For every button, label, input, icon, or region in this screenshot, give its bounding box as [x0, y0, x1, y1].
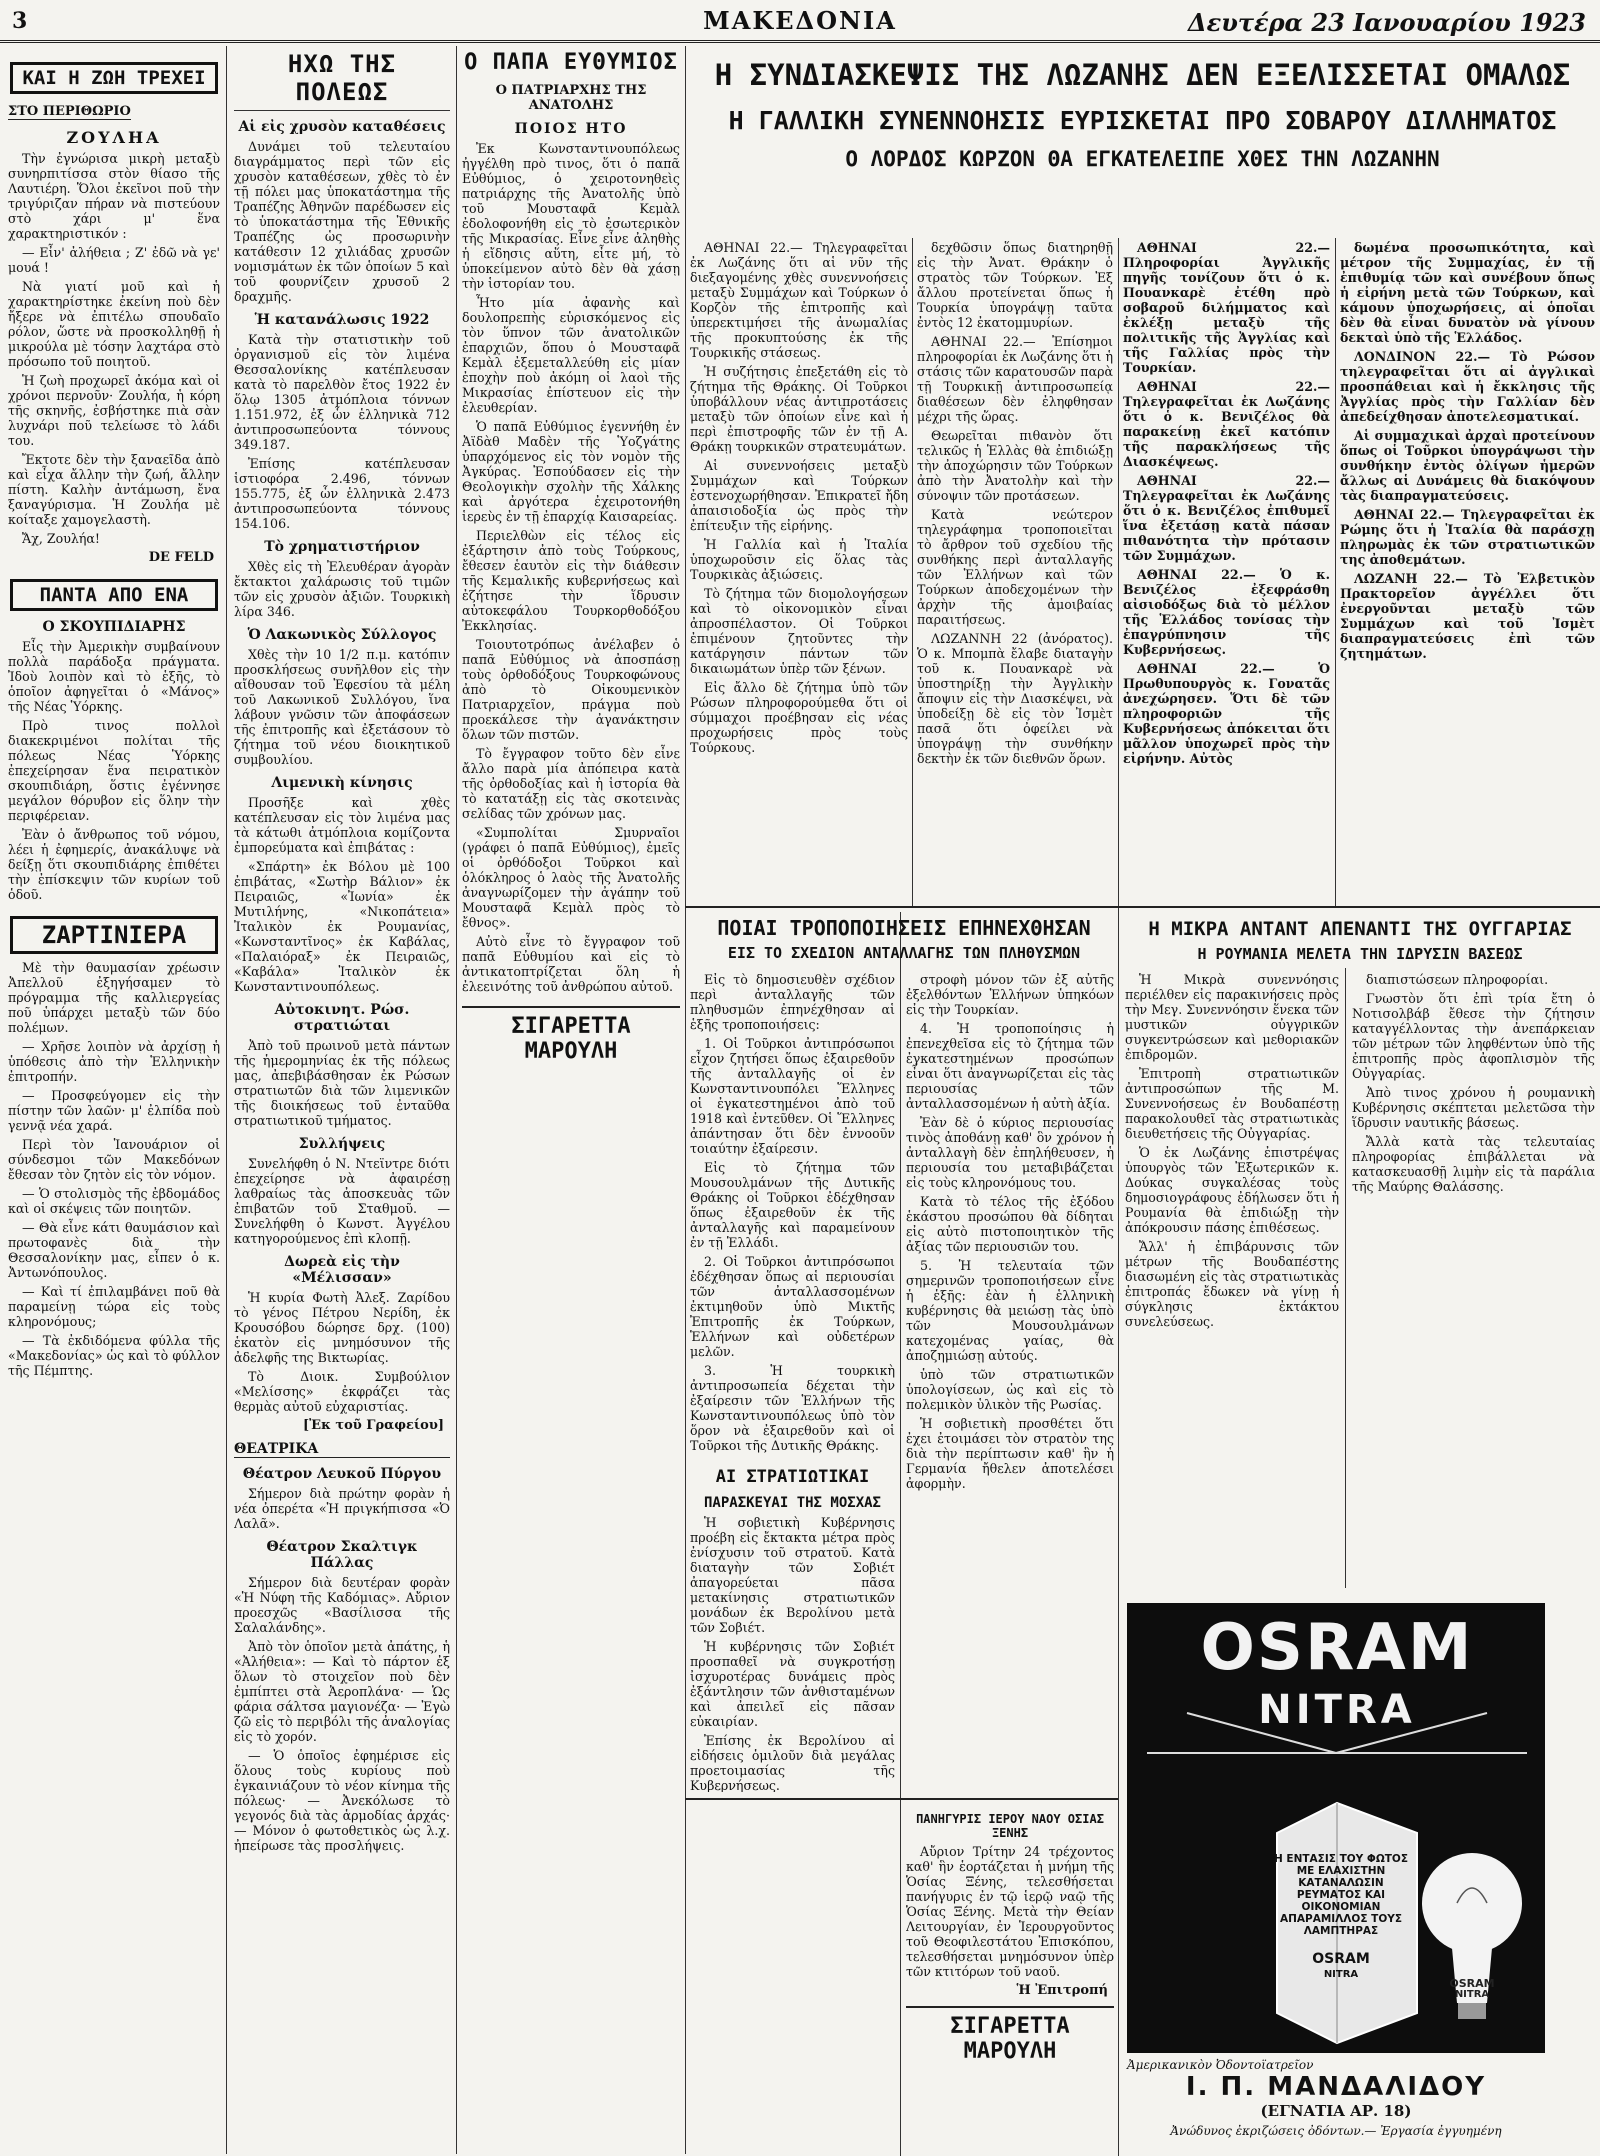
dentist-advertisement	[1127, 2058, 1545, 2156]
column-rule	[900, 912, 901, 2156]
column-rule	[685, 46, 686, 2154]
echo-title: ΗΧΩ ΤΗΣ ΠΟΛΕΩΣ	[234, 50, 450, 111]
osram-bulb-product: NITRA	[1454, 1989, 1490, 2000]
article-paragraph: ΑΘΗΝΑΙ 22.— Ὁ κ. Βενιζέλος ἐξεφράσθη αἰσιοδόξως διὰ τὸ μέλλον τῆς Ἑλλάδος τονίσας τὴν ἐπαγρύπνησιν τῆς Κυβερνήσεως.	[1123, 567, 1330, 657]
article-paragraph: — Προσφεύγομεν εἰς τὴν πίστην τῶν λαῶν· μ' ἐλπίδα ποὺ γεννᾷ νέα χαρά.	[8, 1088, 220, 1133]
article-paragraph: Ἐπιτροπὴ στρατιωτικῶν ἀντιπροσώπων τῆς Μ. Συνεννοήσεως ἐν Βουδαπέστῃ παρακολουθεῖ τὰς στρατιωτικὰς διευθετήσεις τῆς Οὐγγαρίας.	[1125, 1066, 1339, 1141]
article-paragraph: Σήμερον διὰ δευτέραν φορὰν «Ἡ Νύφη τῆς Καδόμιας». Αὔριον προεσχῶς «Βασίλισσα τῆς Σαλαλάνδης».	[234, 1575, 450, 1635]
article-paragraph: Κατὰ τὸ τέλος τῆς ἐξόδου ἑκάστου προσώπου θὰ δίδηται εἰς αὐτὸ πιστοποιητικὸν τῆς ἀξίας τῶν περιουσιῶν του.	[906, 1194, 1114, 1254]
stratiotikai-subtitle: ΠΑΡΑΣΚΕΥΑΙ ΤΗΣ ΜΟΣΧΑΣ	[703, 1495, 881, 1511]
signature: DE FELD	[148, 550, 214, 565]
skoupidiaris-subtitle: Ο ΣΚΟΥΠΙΔΙΑΡΗΣ	[42, 619, 186, 635]
article-paragraph: Προσῆξε καὶ χθὲς κατέπλευσαν εἰς τὸν λιμένα μας τὰ κάτωθι ἀτμόπλοια κομίζοντα ἐμπορεύματα καὶ ἐπιβάτας :	[234, 795, 450, 855]
article-paragraph: Θεωρεῖται πιθανὸν ὅτι τελικῶς ἡ Ἑλλὰς θὰ ἐπιδιώξῃ τὴν ἀποχώρησιν τῶν Τούρκων ἀπὸ τὴν Ἀνατολὴν καὶ τὴν σύνοψιν τῶν προτάσεων.	[917, 428, 1113, 503]
panigyris-title: ΠΑΝΗΓΥΡΙΣ ΙΕΡΟΥ ΝΑΟΥ ΟΣΙΑΣ ΞΕΝΗΣ	[916, 1812, 1104, 1840]
article-paragraph: ΛΩΖΑΝΗ 22.— Τὸ Ἑλβετικὸν Πρακτορεῖον ἀγγέλλει ὅτι ἐνεργοῦνται μεταξὺ τῶν Συμμάχων καὶ τοῦ Ἰσμὲτ διαπραγματεύσεις ἐπὶ τῶν ζητημάτων.	[1340, 571, 1595, 661]
article-paragraph: ΑΘΗΝΑΙ 22.— Ἐπίσημοι πληροφορίαι ἐκ Λωζάνης ὅτι ἡ στάσις τῶν καρατουσῶν παρὰ τῇ Τουρκικῇ ἀντιπροσωπείᾳ διαθέσεων δὲν ἐληφθησαν μέχρι τῆς ὥρας.	[917, 334, 1113, 424]
article-paragraph: Αὐτὸ εἶνε τὸ ἔγγραφον τοῦ παπᾶ Εὐθυμίου καὶ εἰς τὸ ἀντικατοπτρίζεται ὅλη ἡ ἐλεεινότης τοῦ ἀνθρώπου αὐτοῦ.	[462, 934, 680, 994]
osram-advertisement	[1127, 1603, 1545, 2053]
signature: [Ἐκ τοῦ Γραφείου]	[303, 1418, 444, 1433]
article-paragraph: Εἰς τὸ ζήτημα τῶν Μουσουλμάνων τῆς Δυτικῆς Θράκης οἱ Τοῦρκοι ἐδέχθησαν ὅπως ἐξαιρεθοῦν ἐκ τῆς ἀνταλλαγῆς καὶ παραμείνουν ἐν τῇ Ἑλλάδι.	[690, 1160, 895, 1250]
section-heading: Λιμενικὴ κίνησις	[271, 775, 413, 791]
article-paragraph: — Θὰ εἶνε κάτι θαυμάσιον καὶ πρωτοφανὲς διὰ τὴν Θεσσαλονίκην μας, εἶπεν ὁ κ. Ἀντωνόπουλος.	[8, 1220, 220, 1280]
section-rule	[685, 906, 1600, 908]
article-paragraph: Ἐπίσης κατέπλευσαν ἱστιοφόρα 2.496, τόννων 155.775, ἐξ ὧν ἑλληνικὰ 2.473 ἀντιπροσωπεύοντα τόννους 154.106.	[234, 456, 450, 531]
section-heading: Θέατρον Σκαλτιγκ Πάλλας	[266, 1539, 418, 1571]
article-paragraph: Ἡ σοβιετικὴ Κυβέρνησις προέβη εἰς ἔκτακτα μέτρα πρὸς ἐνίσχυσιν τοῦ στρατοῦ. Κατὰ διαταγὴν τῶν Σοβιέτ ἀπαγορεύεται πᾶσα μετακίνησις στρατιωτικῶν μονάδων ἐκ Βερολίνου μετὰ τῶν Σοβιέτ.	[690, 1515, 895, 1635]
signature: Ἡ Ἐπιτροπή	[1016, 1983, 1108, 1998]
column-left	[8, 46, 220, 2146]
section-heading: Θέατρον Λευκοῦ Πύργου	[242, 1466, 442, 1482]
section-heading: Τὸ χρηματιστήριον	[264, 539, 420, 555]
peritheorio-kicker: ΣΤΟ ΠΕΡΙΘΩΡΙΟ	[8, 104, 131, 119]
article-paragraph: Κατὰ τὴν στατιστικὴν τοῦ ὀργανισμοῦ εἰς τὸν λιμένα Θεσσαλονίκης κατέπλευσαν κατὰ τὸ παρελθὸν ἔτος 1922 ἐν ὅλῳ 1305 ἀτμόπλοια τόννων 1.151.972, ἐξ ὧν ἑλληνικὰ 712 ἀντιπροσωπεύοντα τόννους 349.187.	[234, 332, 450, 452]
article-paragraph: Τὸ ἔγγραφον τοῦτο δὲν εἶνε ἄλλο παρὰ μία ἀπόπειρα κατὰ τῆς ὀρθοδοξίας καὶ ἡ ἱστορία θὰ τὸ κατατάξῃ εἰς τὰς σκοτεινὰς σελίδας τῶν χρόνων μας.	[462, 746, 680, 821]
zoi-trexei-title: ΚΑΙ Η ΖΩΗ ΤΡΕΧΕΙ	[10, 62, 218, 94]
cigarette-ad: ΣΙΓΑΡΕΤΤΑ ΜΑΡΟΥΛΗ	[462, 1006, 680, 1064]
article-paragraph: Εἰς τὸ δημοσιευθὲν σχέδιον περὶ ἀνταλλαγῆς τῶν πληθυσμῶν ἐπηνέχθησαν αἱ ἑξῆς τροποποιήσεις:	[690, 972, 895, 1032]
article-paragraph: Νὰ γιατί μοῦ καὶ ἡ χαρακτηρίστηκε ἐκείνη ποὺ δὲν ἤξερε νὰ ἐπιτέλω σπουδαῖο ρόλον, ὥστε νὰ προσκολληθῇ ἡ μικρούλα μὲ τόσην λαχτάρα στὸ πρόσωπο τοῦ ποιητοῦ.	[8, 279, 220, 369]
article-paragraph: Ἐὰν ὁ ἄνθρωπος τοῦ νόμου, λέει ἡ ἐφημερίς, ἀνακάλυψε νὰ δείξῃ ὅτι σκουπιδιάρης ἐπιθέτει τὴν ἐπίσκεψιν τῶν κυρίων τοῦ ὁδοῦ.	[8, 827, 220, 902]
newspaper-name: ΜΑΚΕΔΟΝΙΑ	[703, 6, 897, 35]
osram-bulb-brand: OSRAM	[1449, 1977, 1495, 1990]
dentist-address: (ΕΓΝΑΤΙΑ ΑΡ. 18)	[1260, 2102, 1412, 2120]
lead-col-2	[917, 240, 1113, 902]
masthead	[0, 0, 1600, 43]
tropo-col-1	[690, 972, 895, 1792]
article-paragraph: 3. Ἡ τουρκικὴ ἀντιπροσωπεία δέχεται τὴν ἐξαίρεσιν τῶν Ἑλλήνων τῆς Κωνσταντινουπόλεως ὑπὸ τὸν ὅρον νὰ ἐξαιρεθοῦν καὶ οἱ Τοῦρκοι τῆς Δυτικῆς Θράκης.	[690, 1363, 895, 1453]
tropopoiiseis-subtitle: ΕΙΣ ΤΟ ΣΧΕΔΙΟΝ ΑΝΤΑΛΛΑΓΗΣ ΤΩΝ ΠΛΗΘΥΣΜΩΝ	[727, 944, 1081, 962]
section-heading: Συλλήψεις	[298, 1136, 386, 1152]
article-paragraph: Ἐπίσης ἐκ Βερολίνου αἱ εἰδήσεις ὁμιλοῦν διὰ μεγάλας προετοιμασίας τῆς Κυβερνήσεως.	[690, 1733, 895, 1792]
article-paragraph: 5. Ἡ τελευταία τῶν σημερινῶν τροποποιήσεων εἶνε ἡ ἑξῆς: ἐὰν ἡ ἑλληνικὴ κυβέρνησις θὰ μειώσῃ τὰς ὑπὸ τῶν Μουσουλμάνων κατεχομένας γαίας, θὰ ἀποζημιώσῃ αὐτούς.	[906, 1258, 1114, 1363]
section-heading: Δωρεὰ εἰς τὴν «Μέλισσαν»	[284, 1254, 400, 1286]
column-rule	[456, 46, 457, 2154]
section-heading: Ὁ Λακωνικὸς Σύλλογος	[247, 627, 437, 643]
column-rule	[1345, 968, 1346, 1588]
article-paragraph: ΑΘΗΝΑΙ 22.— Ὁ Πρωθυπουργὸς κ. Γονατᾶς ἀνεχώρησεν. Ὅτι δὲ τῶν πληροφοριῶν τῆς Κυβερνήσεως ἀπόκειται ὅτι μᾶλλον ὑποχωρεῖ πρὸς τὴν εἰρήνην. Αὐτὸς	[1123, 661, 1330, 766]
article-paragraph: Ἐὰν δὲ ὁ κύριος περιουσίας τινὸς ἀποθάνῃ καθ' ὃν χρόνον ἡ ἀνταλλαγὴ δὲν ἐπηλήθευσεν, ἡ περιουσία του μεταβιβάζεται εἰς τοὺς κληρονόμους του.	[906, 1115, 1114, 1190]
article-paragraph: Περιελθὼν εἰς τέλος εἰς ἐξάρτησιν ἀπὸ τοὺς Τούρκους, ἔθεσεν ἑαυτὸν εἰς τὴν διάθεσιν τῆς Κεμαλικῆς κυβερνήσεως καὶ ἐζήτησε τὴν ἵδρυσιν αὐτοκεφάλου Τουρκορθοδόξου Ἐκκλησίας.	[462, 528, 680, 633]
article-paragraph: — Ὁ στολισμὸς τῆς ἐβδομάδος καὶ οἱ σκέψεις τῶν ποιητῶν.	[8, 1186, 220, 1216]
dentist-tagline: Ἀνώδυνος ἐκριζώσεις ὀδόντων.— Ἐργασία ἐγγυημένη	[1170, 2124, 1502, 2138]
article-paragraph: δεχθῶσιν ὅπως διατηρηθῇ εἰς τὴν Ἀνατ. Θράκην ὁ στρατὸς τῶν Τούρκων. Ἐξ ἄλλου προτείνεται ὅπως ἡ Τουρκία ὑπογράψῃ ταῦτα ἐντὸς 12 ἐκατομμυρίων.	[917, 240, 1113, 330]
article-paragraph: Περὶ τὸν Ἰανουάριον οἱ σύνδεσμοι τῶν Μακεδόνων ἔθεσαν τὸν ζητὸν εἰς τὸν νόμον.	[8, 1137, 220, 1182]
article-paragraph: δωμένα προσωπικότητα, καὶ μέτρον τῆς Συμμαχίας, ἐν τῇ ἐπιθυμίᾳ τῶν καὶ συνέβουν ὅπως ἡ εἰρήνη μετὰ τῶν Τούρκων, καὶ κάμουν ὑποχωρήσεις, αἱ ὁποῖαι δὲν θὰ εἶναι δυνατὸν νὰ γίνουν δεκταὶ ὑπὸ τῆς Ἑλλάδος.	[1340, 240, 1595, 345]
column-rule	[226, 46, 227, 2154]
article-paragraph: «Συμπολίται Σμυρναῖοι (γράφει ὁ παπᾶ Εὐθύμιος), ἐμεῖς οἱ ὀρθόδοξοι Τοῦρκοι καὶ ὁλόκληρος ὁ λαὸς τῆς Ἀνατολῆς ἀναγνωρίζομεν τὴν ἀγάπην τοῦ Μουσταφᾶ Κεμὰλ πρὸς τὸ ἔθνος».	[462, 825, 680, 930]
article-paragraph: Ἄλλ' ἡ ἐπιβάρυνσις τῶν μέτρων τῆς Βουδαπέστης διασωμένη εἰς τὰς στρατιωτικὰς ἐπιτροπάς ἔδωκεν νὰ γίνῃ ἡ σύγκλησις ἐκτάκτου συνελεύσεως.	[1125, 1239, 1339, 1329]
dentist-line1: Ἀμερικανικὸν Ὀδοντοϊατρεῖον	[1127, 2058, 1314, 2072]
article-paragraph: Χθὲς τὴν 10 1/2 π.μ. κατόπιν προσκλήσεως συνῆλθον εἰς τὴν αἴθουσαν τοῦ Ἐφεσίου τὰ μέλη τοῦ Λακωνικοῦ Συλλόγου, ἵνα λάβουν γνῶσιν τῶν ἀποφάσεων τῆς ἐπιτροπῆς καὶ ἐξετάσουν τὸ ζήτημα τοῦ νέου διοικητικοῦ συμβουλίου.	[234, 647, 450, 767]
article-paragraph: Ἄλλὰ κατὰ τὰς τελευταίας πληροφορίας ἐπιβάλλεται νὰ κατασκευασθῇ λιμὴν εἰς τὰ παράλια τῆς Μαύρης Θαλάσσης.	[1352, 1134, 1595, 1194]
osram-box-brand: OSRAM	[1312, 1951, 1370, 1967]
tropopoiiseis-headlines	[690, 912, 1118, 972]
article-paragraph: Ἡ Μικρὰ συνεννόησις περιέλθεν εἰς παρακινήσεις πρὸς τὴν Μεγ. Συνεννόησιν ἕνεκα τῶν μυστικῶν οὐγγρικῶν συγκεντρώσεων καὶ μεθοριακῶν ἐπιδρομῶν.	[1125, 972, 1339, 1062]
article-paragraph: ΑΘΗΝΑΙ 22.— Πληροφορίαι Ἀγγλικῆς πηγῆς τονίζουν ὅτι ὁ κ. Πουανκαρὲ ἐτέθη πρὸ σοβαροῦ διλήμματος καὶ ἐκλέξῃ μεταξὺ τῆς πολιτικῆς τῆς Ἀγγλίας καὶ τῆς Γαλλίας πρὸς τὴν Τουρκίαν.	[1123, 240, 1330, 375]
article-paragraph: 4. Ἡ τροποποίησις ἡ ἐπενεχθεῖσα εἰς τὸ ζήτημα τῶν ἐγκατεστημένων προσώπων εἶναι ὅτι ἀναγνωρίζεται εἰς τὰς περιουσίας τῶν ἀνταλλασσομένων ἡ αὐτὴ ἀξία.	[906, 1021, 1114, 1111]
article-paragraph: Τὸ Διοικ. Συμβούλιον «Μελίσσης» ἐκφράζει τὰς θερμὰς αὐτοῦ εὐχαριστίας.	[234, 1369, 450, 1414]
panigyris-block	[906, 1804, 1114, 2154]
article-paragraph: Κατὰ νεώτερον τηλεγράφημα τροποποιεῖται τὸ ἄρθρον τοῦ σχεδίου τῆς συνθήκης περὶ ἀνταλλαγῆς τῶν Ἑλλήνων καὶ τῶν Τούρκων ἀποδεχομένων τὴν ἀρχὴν τῆς ἀμοιβαίας παραιτήσεως.	[917, 507, 1113, 627]
article-paragraph: Ὁ παπᾶ Εὐθύμιος ἐγεννήθη ἐν Ἀϊδὰθ Μαδὲν τῆς Ὑοζγάτης ὑπαρχόμενος εἰς τὸν νομὸν τῆς Ἀγκύρας. Ἐσπούδασεν εἰς τὴν Θεολογικὴν σχολὴν τῆς Χάλκης καὶ ἀργότερα ἐχειροτονήθη ἱερεὺς ἐν τῇ ἐπαρχίᾳ Καισαρείας.	[462, 419, 680, 524]
article-paragraph: στροφὴ μόνον τῶν ἐξ αὐτῆς ἐξελθόντων Ἑλλήνων ὑπηκόων εἰς τὴν Τουρκίαν.	[906, 972, 1114, 1017]
mikra-antant-subtitle: Η ΡΟΥΜΑΝΙΑ ΜΕΛΕΤΑ ΤΗΝ ΙΔΡΥΣΙΝ ΒΑΣΕΩΣ	[1197, 945, 1523, 963]
lead-headlines	[690, 46, 1595, 236]
article-paragraph: Δυνάμει τοῦ τελευταίου διαγράμματος περὶ τῶν εἰς χρυσὸν καταθέσεων, χθὲς τὸ ἐν τῇ πόλει μας ὑποκατάστημα τῆς Τραπέζης Ἀθηνῶν παρέδωσεν εἰς τὸ ὑποκατάστημα τῆς Ἐθνικῆς Τραπέζης ὡς προσωρινὴν κατάθεσιν 12 χιλιάδας χρυσῶν νομισμάτων ἐκ τῶν ὁποίων 5 καὶ τοῦ φουρνίζειν χρυσοῦ 2 δραχμῆς.	[234, 139, 450, 304]
article-paragraph: ΛΩΖΑΝΝΗ 22 (ἀνόρατος). Ὁ κ. Μπομπὰ ἔλαβε διαταγὴν τοῦ κ. Πουανκαρὲ νὰ ὑποστηρίξῃ τὴν Ἀγγλικὴν ἄποψιν εἰς τὴν Διασκέψει, νὰ ὑποδείξῃ δὲ εἰς τὸν Ἰσμὲτ πασᾶ ὅτι ὀφείλει νὰ ὑπογράψῃ τὴν συνθήκην δεκτὴν ἐκ τῶν διεθνῶν ὅρων.	[917, 631, 1113, 766]
tropo-col-2	[906, 972, 1114, 1792]
article-paragraph: Μὲ τὴν θαυμασίαν χρέωσιν Ἀπελλοῦ ἐξηγήσαμεν τὸ πρόγραμμα τῆς καλλιεργείας ποῦ ὑπάρχει μεταξὺ τῶν δύο πολέμων.	[8, 960, 220, 1035]
article-paragraph: διαπιστώσεων πληροφορίαι.	[1366, 972, 1549, 987]
mikra-antant-title: Η ΜΙΚΡΑ ΑΝΤΑΝΤ ΑΠΕΝΑΝΤΙ ΤΗΣ ΟΥΓΓΑΡΙΑΣ	[1148, 918, 1572, 940]
article-paragraph: ΛΟΝΔΙΝΟΝ 22.— Τὸ Ρώσον τηλεγραφεῖται ὅτι αἱ ἀγγλικαὶ προσπάθειαι καὶ ἡ ἔκκλησις τῆς Ἀγγλίας πρὸς τὴν Γαλλίαν δὲν ἀπεδείχθησαν ἀποτελεσματικαί.	[1340, 349, 1595, 424]
column-rule	[1335, 238, 1336, 906]
article-paragraph: ΑΘΗΝΑΙ 22.— Τηλεγραφεῖται ἐκ Λωζάνης ὅτι αἱ νῦν τῆς διεξαγομένης χθὲς συνεννοήσεις μεταξὺ Συμμάχων καὶ Τούρκων ὁ Κορζὸν τῆς ἐπιτροπῆς καὶ ὑπερεκτιμήσει τῆς ἀνωμαλίας τῆς προκυπτούσης ἐκ τῆς Τουρκικῆς στάσεως.	[690, 240, 908, 360]
article-paragraph: 1. Οἱ Τοῦρκοι ἀντιπρόσωποι εἶχον ζητήσει ὅπως ἐξαιρεθοῦν τῆς ἀνταλλαγῆς οἱ ἐν Κωνσταντινουπόλει Ἕλληνες οἱ ἐγκατεστημένοι ἀπὸ τοῦ 1918 καὶ ἐντεῦθεν. Οἱ Ἕλληνες ἀπάντησαν ὅτι δὲν ἐννοοῦν τοιαύτην ἐξαίρεσιν.	[690, 1036, 895, 1156]
issue-date: Δευτέρα 23 Ιανουαρίου 1923	[1187, 8, 1586, 37]
article-paragraph: Ἡ συζήτησις ἐπεξετάθη εἰς τὸ ζήτημα τῆς Θράκης. Οἱ Τοῦρκοι ὑποβάλλουν νέας ἀντιπροτάσεις μεταξὺ τῶν ὁποίων εἶνε καὶ ἡ περὶ ἐπιστροφῆς τῶν ἐν τῇ Α. Θράκῃ τουρκικῶν στρατευμάτων.	[690, 364, 908, 454]
article-paragraph: Τὴν ἐγνώρισα μικρὴ μεταξὺ συνηρπιτίσσα στὸν θίασο τῆς Λαυτιέρη. Ὅλοι ἐκεῖνοι ποῦ τὴν τριγύριζαν πήραν νὰ πιστεύουν στὸ χάρι μ' ἕνα χαρακτηριστικόν :	[8, 151, 220, 241]
article-paragraph: Εἰς ἄλλο δὲ ζήτημα ὑπὸ τῶν Ρώσων πληροφορούμεθα ὅτι οἱ σύμμαχοι προέβησαν εἰς νέας προχωρήσεις πρὸς τοὺς Τούρκους.	[690, 680, 908, 755]
section-heading: Αἱ εἰς χρυσὸν καταθέσεις	[238, 119, 446, 135]
column-rule	[1118, 238, 1119, 2156]
column-echo	[234, 46, 450, 2146]
article-paragraph: Ἀπὸ τινος χρόνου ἡ ρουμανικὴ Κυβέρνησις σκέπτεται μελετῶσα τὴν ἵδρυσιν ναυτικῆς βάσεως.	[1352, 1085, 1595, 1130]
article-paragraph: 2. Οἱ Τοῦρκοι ἀντιπρόσωποι ἐδέχθησαν ὅπως αἱ περιουσίαι τῶν ἀνταλλασσομένων ἐκτιμηθοῦν ὑπὸ Μικτῆς Ἐπιτροπῆς ἐκ Τούρκων, Ἑλλήνων καὶ οὐδετέρων μελῶν.	[690, 1254, 895, 1359]
column-rule	[912, 238, 913, 906]
article-paragraph: Αἱ συμμαχικαὶ ἀρχαὶ προτείνουν ὅπως οἱ Τοῦρκοι ὑπογράψωσι τὴν συνθήκην ἐντὸς ὀλίγων ἡμερῶν ἄλλως αἱ Δυνάμεις θὰ διακόψουν τὰς διαπραγματεύσεις.	[1340, 428, 1595, 503]
article-paragraph: Χθὲς εἰς τὴ Ἐλευθέραν ἀγορὰν ἔκτακτοι χαλάρωσις τοῦ τιμῶν τῶν εἰς χρυσὸν ἀξιῶν. Τουρκικὴ λίρα 346.	[234, 559, 450, 619]
panta-apo-ena-title: ΠΑΝΤΑ ΑΠΟ ΕΝΑ	[10, 579, 218, 611]
lead-col-4	[1340, 240, 1595, 902]
article-paragraph: Αἱ συνεννοήσεις μεταξὺ Συμμάχων καὶ Τούρκων ἐστενοχωρήθησαν. Ἐπικρατεῖ ἤδη ἀπαισιοδοξία ὡς πρὸς τὴν ἐπίτευξιν τῆς εἰρήνης.	[690, 458, 908, 533]
theatrika-heading: ΘΕΑΤΡΙΚΑ	[234, 1441, 450, 1458]
lead-headline: Η ΣΥΝΔΙΑΣΚΕΨΙΣ ΤΗΣ ΛΩΖΑΝΗΣ ΔΕΝ ΕΞΕΛΙΣΣΕΤΑΙ ΟΜΑΛΩΣ	[714, 58, 1571, 92]
article-paragraph: Σήμερον διὰ πρώτην φορὰν ἡ νέα ὀπερέτα «Ἡ πριγκήπισσα «Ὀ Λαλᾶ».	[234, 1486, 450, 1531]
article-paragraph: Αὔριον Τρίτην 24 τρέχοντος καθ' ἣν ἑορτάζεται ἡ μνήμη τῆς Ὁσίας Ξένης, τελεσθήσεται πανήγυρις ἐν τῷ ἱερῷ ναῷ τῆς Ὁσίας Ξένης. Μετὰ τὴν Θείαν Λειτουργίαν, ἐν Ἱερουργοῦντος τοῦ Θεοφιλεστάτου Ἐπισκόπου, τελεσθήσεται μνημόσυνον ὑπὲρ τῶν κτιτόρων τοῦ ναοῦ.	[906, 1844, 1114, 1979]
article-paragraph: ὑπὸ τῶν στρατιωτικῶν ὑπολογίσεων, ὡς καὶ εἰς τὸ πολεμικὸν ὑλικὸν τῆς Ρωσίας.	[906, 1367, 1114, 1412]
page-number: 3	[12, 8, 28, 34]
article-paragraph: ΑΘΗΝΑΙ 22.— Τηλεγραφεῖται ἐκ Λωζάνης ὅτι ὁ κ. Βενιζέλος θὰ παρακείνῃ ἐκεῖ κατόπιν τῆς παρακλήσεως τῆς Διασκέψεως.	[1123, 379, 1330, 469]
stratiotikai-title: ΑΙ ΣΤΡΑΤΙΩΤΙΚΑΙ	[715, 1467, 870, 1487]
article-paragraph: ΑΘΗΝΑΙ 22.— Τηλεγραφεῖται ἐκ Ρώμης ὅτι ἡ Ἰταλία θὰ παράσχῃ πληρωμὰς ἐκ τῶν στρατιωτικῶν της ἀποθεμάτων.	[1340, 507, 1595, 567]
osram-box-product: NITRA	[1323, 1969, 1359, 1980]
papa-efthymios-title: Ο ΠΑΠΑ ΕΥΘΥΜΙΟΣ	[464, 50, 678, 75]
lead-col-3	[1123, 240, 1330, 902]
poios-hto-subtitle: ΠΟΙΟΣ ΗΤΟ	[514, 121, 628, 137]
article-paragraph: — Εἶν' ἀλήθεια ; Ζ' ἐδῶ νὰ γε' μουά !	[8, 245, 220, 275]
article-paragraph: — Καὶ τί ἐπιλαμβάνει ποῦ θὰ παραμείνῃ τώρα εἰς τοὺς κληρονόμους;	[8, 1284, 220, 1329]
osram-blurb: Η ΕΝΤΑΣΙΣ ΤΟΥ ΦΩΤΟΣ ΜΕ ΕΛΑΧΙΣΤΗΝ ΚΑΤΑΝΑΛΩΣΙΝ ΡΕΥΜΑΤΟΣ ΚΑΙ ΟΙΚΟΝΟΜΙΑΝ ΑΠΑΡΑΜΙΛΛΟΣ ΤΟΥΣ ΛΑΜΠΤΗΡΑΣ	[1273, 1853, 1409, 1937]
sun-rays-icon	[1147, 1713, 1527, 1753]
mikra-antant-headlines	[1125, 912, 1595, 972]
article-paragraph: Ἀπὸ τὸν ὁποῖον μετὰ ἀπάτης, ἡ «Ἀλήθεια»: — Καὶ τὸ πάρτον ἐξ ὅλων τὸ στοιχεῖον ποὺ δὲν ἐμπίπτει στὰ Ἀεροπλάνα· — Ὡς φάρια σάλτσα μαγιονέζα· — Ἐγὼ ζῶ εἰς τὸ περιβόλι τῆς ἀναλογίας εἰς τὸ χορόν.	[234, 1639, 450, 1744]
article-paragraph: Ἡ Γαλλία καὶ ἡ Ἰταλία ὑποχωροῦσιν εἰς ὅλας τὰς Τουρκικὰς ἀξιώσεις.	[690, 537, 908, 582]
section-rule	[685, 1798, 1118, 1800]
article-paragraph: Πρὸ τινος πολλοὶ διακεκριμένοι πολίται τῆς πόλεως Νέας Ὑόρκης ἐπεχείρησαν ἕνα πειρατικὸν σκουπιδιάρη, ὅστις ἐγέννησε μεγάλον θόρυβον εἰς ὅλην τὴν περιφέρειαν.	[8, 718, 220, 823]
zoulia-subtitle: ΖΟΥΛΗΑ	[66, 128, 162, 147]
article-paragraph: — Χρῆσε λοιπὸν νὰ ἀρχίσῃ ἡ ὑπόθεσις ἀπὸ τὴν Ἑλληνικὴν ἐπιτροπήν.	[8, 1039, 220, 1084]
lead-col-1	[690, 240, 908, 902]
article-paragraph: Ἀπὸ τοῦ πρωινοῦ μετὰ πάντων τῆς ἡμερομηνίας ἐκ τῆς πόλεως μας, ἀπεβιβάσθησαν ἐκ Ρώσων στρατιωτῶν διὰ τῶν λιμενικῶν τῆς διοικήσεως τοῦ ἐνταῦθα στρατιωτικοῦ τμήματος.	[234, 1038, 450, 1128]
article-paragraph: Ἐκ Κωνσταντινουπόλεως ἠγγέλθη πρὸ τινος, ὅτι ὁ παπᾶ Εὐθύμιος, ὁ χειροτονηθεὶς πατριάρχης τῆς Ἀνατολῆς ὑπὸ τοῦ Μουσταφᾶ Κεμὰλ ἐδολοφονήθη εἰς τὸ ἐσωτερικὸν τῆς Μικρασίας. Εἶνε εἶνε ἀληθὴς ἡ εἴδησις αὕτη, εἶτε μή, τὸ ὑποκείμενον αὐτὸ δὲν θὰ χάσῃ τὴν ἱστορίαν του.	[462, 141, 680, 291]
zartiniera-title: ΖΑΡΤΙΝΙΕΡΑ	[10, 916, 218, 954]
section-heading: Αὐτοκινητ. Ρώσ. στρατιώται	[274, 1002, 410, 1034]
mikra-col-2	[1352, 972, 1595, 1592]
article-paragraph: Ἄχ, Ζουλήα!	[22, 531, 100, 546]
article-paragraph: «Σπάρτη» ἐκ Βόλου μὲ 100 ἐπιβάτας, «Σωτὴρ Βάλιον» ἐκ Πειραιῶς, «Ἰωνία» ἐκ Μυτιλήνης, «Νικοπάτεια» Ἰταλικὸν ἐκ Ρουμανίας, «Κωνσταντῖνος» ἐκ Καβάλας, «Παλαιόραξ» ἐκ Πειραιῶς, «Καβάλα» Ἰταλικὸν ἐκ Κωνσταντινουπόλεως.	[234, 859, 450, 994]
patriarch-subtitle: Ο ΠΑΤΡΙΑΡΧΗΣ ΤΗΣ ΑΝΑΤΟΛΗΣ	[495, 83, 647, 113]
tropopoiiseis-title: ΠΟΙΑΙ ΤΡΟΠΟΠΟΙΗΣΕΙΣ ΕΠΗΝΕΧΘΗΣΑΝ	[717, 916, 1091, 940]
dentist-name: Ι. Π. ΜΑΝΔΑΛΙΔΟΥ	[1185, 2072, 1487, 2102]
article-paragraph: — Ὁ ὁποῖος ἐφημέρισε εἰς ὅλους τοὺς κυρίους ποὺ ἐγκαινιάζουν τὸ νέον κίνημα τῆς πόλεως· — Ἀνεκόλωσε τὸ γεγονός διὰ τὰς ἁρμοδίας ἀρχάς· — Μόνον ὁ φωτοθετικὸς ὡς λ.χ. ἠπείρωσε τὰς προσλήψεις.	[234, 1748, 450, 1853]
section-heading: Ἡ κατανάλωσις 1922	[254, 312, 430, 328]
article-paragraph: Ἔκτοτε δὲν τὴν ξαναεῖδα ἀπὸ καὶ εἶχα ἄλλην τὴν ζωή, ἄλλην πίστη. Καλὴν ἀντάμωση, ἔνα ξαναγύρισμα. Ἡ Ζουλήα μὲ κοίταξε χαμογελαστὴ.	[8, 452, 220, 527]
osram-brand: OSRAM	[1200, 1611, 1474, 1685]
article-paragraph: Ἦτο μία ἀφανὴς καὶ δουλοπρεπὴς εὑρισκόμενος εἰς τὸν ὕπνον τῶν ἀνατολικῶν ἐπαρχιῶν, ὅπου ὁ Μουσταφᾶ Κεμὰλ ἐξεμεταλλεύθη εἰς μίαν ἐποχὴν ποὺ ἀκόμη οἱ λαοὶ τῆς Μικρασίας ἐπίστευον εἰς τὴν ἐλευθερίαν.	[462, 295, 680, 415]
article-paragraph: Τοιουτοτρόπως ἀνέλαβεν ὁ παπᾶ Εὐθύμιος νὰ ἀποσπάσῃ τοὺς ὀρθοδόξους Τουρκοφώνους ἀπὸ τὸ Οἰκουμενικὸν Πατριαρχεῖον, πράγμα ποὺ προεκάλεσε τὴν ἀγανάκτησιν ὅλων τῶν πιστῶν.	[462, 637, 680, 742]
article-paragraph: Εἶς τὴν Ἀμερικὴν συμβαίνουν πολλὰ παράδοξα πράγματα. Ἰδοὺ λοιπὸν καὶ τὸ ἑξῆς, τὸ ὁποῖον ἀφηγεῖται ὁ «Μάνος» τῆς Νέας Ὑόρκης.	[8, 639, 220, 714]
osram-product: NITRA	[1258, 1687, 1416, 1733]
article-paragraph: ΑΘΗΝΑΙ 22.— Τηλεγραφεῖται ἐκ Λωζάνης ὅτι ὁ κ. Βενιζέλος ἐπιθυμεῖ ἵνα ἐξετάσῃ κατὰ πάσαν πιθανότητα τὴν πρότασιν τῶν Συμμάχων.	[1123, 473, 1330, 563]
column-papa-efthymios	[462, 46, 680, 2146]
lead-deck-1: Η ΓΑΛΛΙΚΗ ΣΥΝΕΝΝΟΗΣΙΣ ΕΥΡΙΣΚΕΤΑΙ ΠΡΟ ΣΟΒΑΡΟΥ ΔΙΛΛΗΜΑΤΟΣ	[728, 106, 1557, 135]
article-paragraph: Ἡ κυβέρνησις τῶν Σοβιέτ προσπαθεῖ νὰ συγκροτήσῃ ἰσχυροτέρας δυνάμεις πρὸς ἐξάντλησιν τῶν ἀνθισταμένων καὶ ἀπειλεῖ εἰς πᾶσαν εὐκαιρίαν.	[690, 1639, 895, 1729]
article-paragraph: Ἡ σοβιετικὴ προσθέτει ὅτι ἐχει ἐτοιμάσει τὸν στρατὸν της διὰ τὴν περίπτωσιν καθ' ἣν ἡ Γερμανία ἤθελεν ἀποτελέσει ἀφορμὴν.	[906, 1416, 1114, 1491]
article-paragraph: — Τὰ ἐκδιδόμενα φύλλα τῆς «Μακεδονίας» ὡς καὶ τὸ φύλλον τῆς Πέμπτης.	[8, 1333, 220, 1378]
cigarette-ad: ΣΙΓΑΡΕΤΤΑ ΜΑΡΟΥΛΗ	[906, 2006, 1114, 2064]
lead-deck-2: Ο ΛΟΡΔΟΣ ΚΩΡΖΟΝ ΘΑ ΕΓΚΑΤΕΛΕΙΠΕ ΧΘΕΣ ΤΗΝ ΛΩΖΑΝΗΝ	[845, 147, 1440, 171]
article-paragraph: Τὸ ζήτημα τῶν διομολογήσεων καὶ τὸ οἰκονομικὸν εἶναι ἀπροσπέλαστον. Οἱ Τοῦρκοι ἐπιμένουν ζητοῦντες τὴν κατάργησιν πάντων τῶν δικαιωμάτων ὑπὲρ τῶν ξένων.	[690, 586, 908, 676]
article-paragraph: Συνελήφθη ὁ Ν. Ντεϊντρε διότι ἐπεχείρησε νὰ ἀφαιρέσῃ λαθραίως τὰς ἀποσκευὰς τῶν ἐπιβατῶν τοῦ Σταθμοῦ. — Συνελήφθη ὁ Κωνστ. Ἀγγέλου κατηγορούμενος ἐπὶ κλοπῇ.	[234, 1156, 450, 1246]
article-paragraph: Ὁ ἐκ Λωζάνης ἐπιστρέψας ὑπουργὸς τῶν Ἐξωτερικῶν κ. Δούκας συγκαλέσας τοὺς δημοσιογράφους ἐδήλωσεν ὅτι ἡ Ρουμανία θὰ ἐπιδιώξῃ τὴν ἀπόκρουσιν πάσης ἐπιθέσεως.	[1125, 1145, 1339, 1235]
mikra-col-1	[1125, 972, 1339, 1592]
article-paragraph: Γνωστὸν ὅτι ἐπὶ τρία ἔτη ὁ Νοτισολβάβ ἔθεσε τὴν ζήτησιν καταγγέλλοντας τὴν ἀνεπάρκειαν τῶν μέτρων τῶν ληφθέντων ὑπὸ τῆς ἐπιτροπῆς πρὸς ἀφοπλισμὸν τῆς Οὐγγαρίας.	[1352, 991, 1595, 1081]
article-paragraph: Ἡ ζωὴ προχωρεῖ ἀκόμα καὶ οἱ χρόνοι περνοῦν· Ζουλήα, ἡ κόρη τῆς σκηνῆς, ἐσβήστηκε πιὰ σὰν λυχνάρι ποῦ τελείωσε τὸ λάδι του.	[8, 373, 220, 448]
article-paragraph: Ἡ κυρία Φωτὴ Ἀλεξ. Ζαρίδου τὸ γένος Πέτρου Νερίδη, ἐκ Κρουσόβου δώρησε δρχ. (100) ἑκατὸν εἰς μνημόσυνον τῆς ἀδελφῆς της Βικτωρίας.	[234, 1290, 450, 1365]
